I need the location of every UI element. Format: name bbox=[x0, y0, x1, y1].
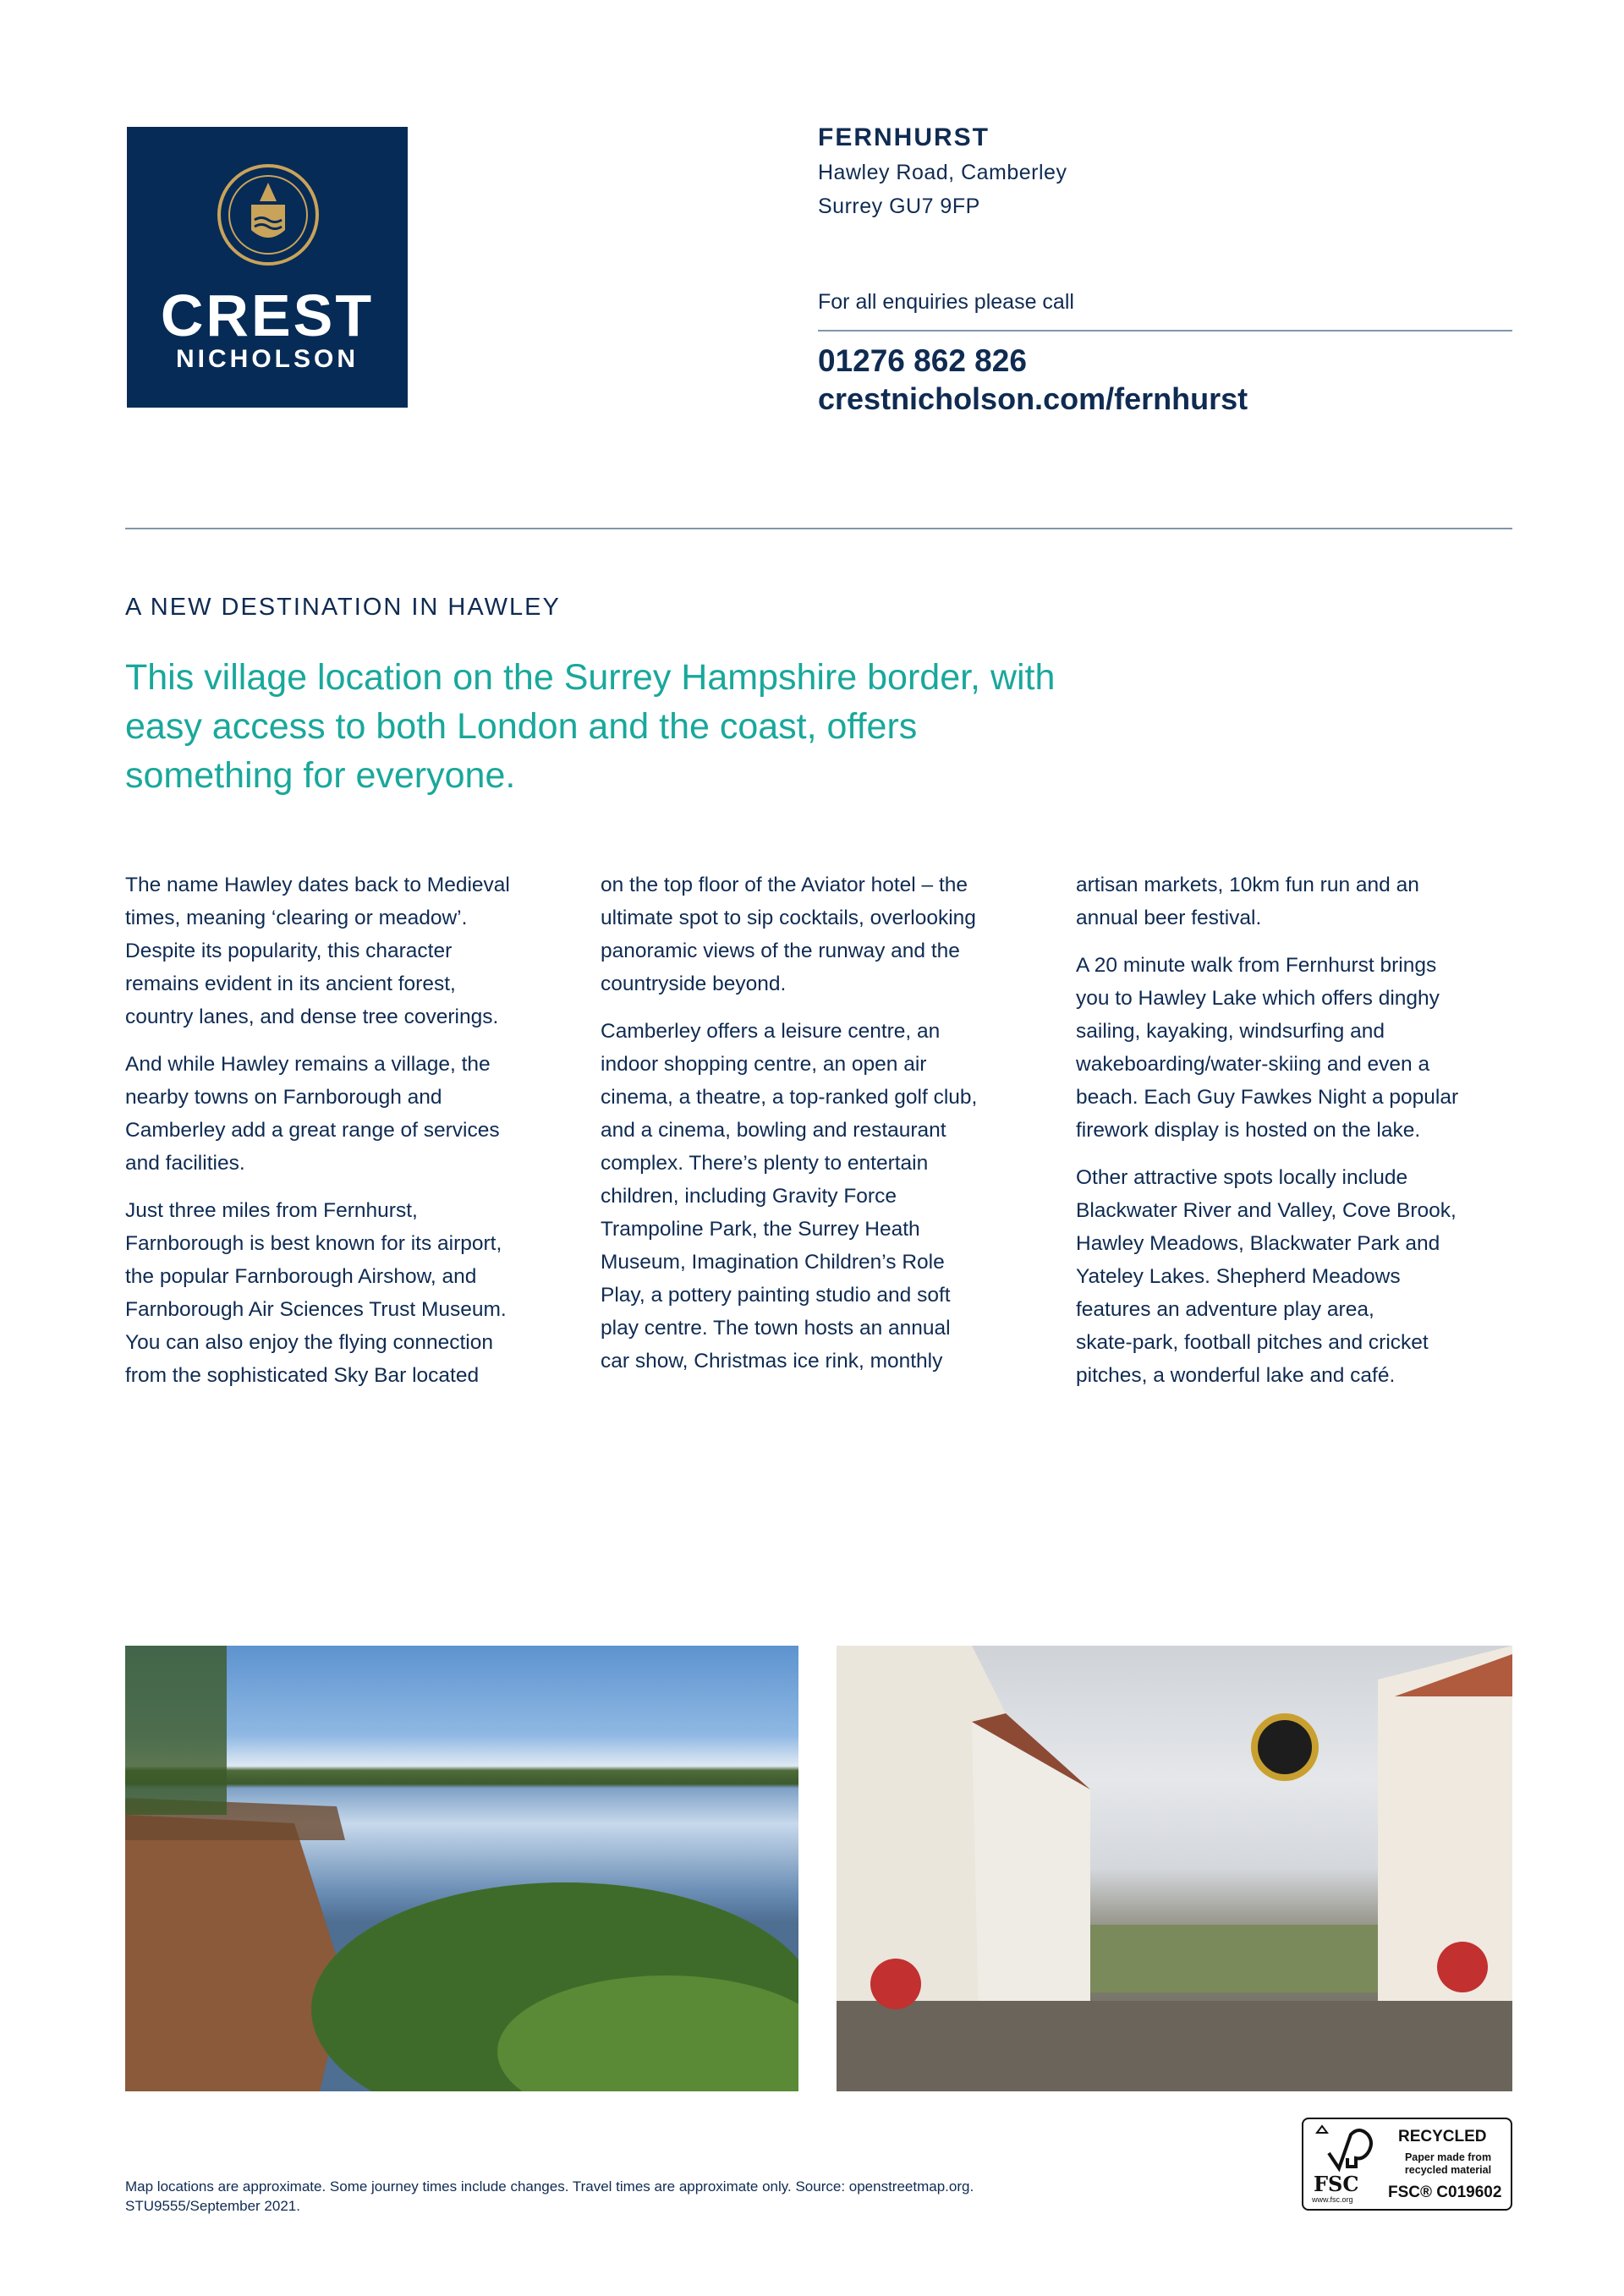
address-line-2: Surrey GU7 9FP bbox=[818, 195, 980, 218]
body-line: features an adventure play area, bbox=[1076, 1298, 1374, 1321]
body-paragraph bbox=[601, 869, 1057, 1000]
body-line: firework display is hosted on the lake. bbox=[1076, 1119, 1421, 1142]
intro-heading: This village location on the Surrey Hampshire border, with easy access to both London and the coast, offers something for everyone. bbox=[125, 657, 1056, 796]
body-line: countryside beyond. bbox=[601, 973, 787, 995]
footer-disclaimer bbox=[125, 2177, 974, 2216]
hawley-lake-photo bbox=[125, 1646, 798, 2091]
body-line: artisan markets, 10km fun run and an bbox=[1076, 874, 1419, 896]
body-column-2 bbox=[601, 869, 1057, 1392]
body-line: cinema, a theatre, a top-ranked golf club, bbox=[601, 1086, 978, 1109]
body-paragraph bbox=[125, 869, 582, 1033]
footer-note-line-2: STU9555/September 2021. bbox=[125, 2198, 300, 2214]
body-line: you to Hawley Lake which offers dinghy bbox=[1076, 987, 1440, 1010]
body-paragraph bbox=[601, 1015, 1057, 1378]
enquiries-label: For all enquiries please call bbox=[818, 290, 1074, 314]
body-line: Camberley add a great range of services bbox=[125, 1119, 500, 1142]
body-line: complex. There’s plenty to entertain bbox=[601, 1152, 929, 1175]
body-line: Farnborough Air Sciences Trust Museum. bbox=[125, 1298, 507, 1321]
footer-note-line-1: Map locations are approximate. Some journey times include changes. Travel times are approximate only. Source: openstreetmap.org. bbox=[125, 2178, 974, 2195]
logo-wordmark-crest: CREST bbox=[160, 282, 375, 348]
body-line: wakeboarding/water-skiing and even a bbox=[1076, 1053, 1430, 1076]
body-line: A 20 minute walk from Fernhurst brings bbox=[1076, 954, 1437, 977]
body-line: Farnborough is best known for its airport, bbox=[125, 1232, 502, 1255]
body-line: children, including Gravity Force bbox=[601, 1185, 897, 1208]
body-paragraph bbox=[1076, 949, 1533, 1147]
body-line: play centre. The town hosts an annual bbox=[601, 1317, 951, 1340]
logo-wordmark-nicholson: NICHOLSON bbox=[176, 345, 359, 373]
body-line: Trampoline Park, the Surrey Heath bbox=[601, 1218, 920, 1241]
body-line: Blackwater River and Valley, Cove Brook, bbox=[1076, 1199, 1457, 1222]
body-line: sailing, kayaking, windsurfing and bbox=[1076, 1020, 1385, 1043]
body-line: Other attractive spots locally include bbox=[1076, 1166, 1408, 1189]
body-line: times, meaning ‘clearing or meadow’. bbox=[125, 907, 468, 929]
body-line: country lanes, and dense tree coverings. bbox=[125, 1006, 499, 1028]
fsc-wordmark: FSC bbox=[1314, 2172, 1359, 2196]
body-line: the popular Farnborough Airshow, and bbox=[125, 1265, 477, 1288]
fsc-subtitle bbox=[1393, 2151, 1503, 2177]
body-line: Hawley Meadows, Blackwater Park and bbox=[1076, 1232, 1440, 1255]
website-link[interactable]: crestnicholson.com/fernhurst bbox=[818, 381, 1248, 416]
body-line: Camberley offers a leisure centre, an bbox=[601, 1020, 941, 1043]
fsc-subtitle-line-1: Paper made from bbox=[1404, 2151, 1492, 2163]
development-name: FERNHURST bbox=[818, 123, 990, 151]
body-paragraph bbox=[125, 1194, 582, 1392]
fsc-license-code: FSC® C019602 bbox=[1388, 2184, 1502, 2201]
fsc-subtitle-line-2: recycled material bbox=[1404, 2164, 1492, 2176]
body-line: annual beer festival. bbox=[1076, 907, 1262, 929]
body-line: from the sophisticated Sky Bar located bbox=[125, 1364, 480, 1387]
body-line: nearby towns on Farnborough and bbox=[125, 1086, 442, 1109]
body-line: The name Hawley dates back to Medieval bbox=[125, 874, 510, 896]
body-line: You can also enjoy the flying connection bbox=[125, 1331, 493, 1354]
body-line: car show, Christmas ice rink, monthly bbox=[601, 1350, 943, 1373]
body-line: skate-park, football pitches and cricket bbox=[1076, 1331, 1429, 1354]
fsc-website: www.fsc.org bbox=[1312, 2195, 1353, 2204]
fsc-tree-check-icon bbox=[1310, 2124, 1378, 2173]
fsc-recycled-badge bbox=[1302, 2118, 1512, 2211]
body-line: remains evident in its ancient forest, bbox=[125, 973, 456, 995]
body-line: Just three miles from Fernhurst, bbox=[125, 1199, 418, 1222]
address-line-1: Hawley Road, Camberley bbox=[818, 161, 1067, 184]
body-line: and facilities. bbox=[125, 1152, 245, 1175]
crest-seal-icon bbox=[216, 162, 321, 267]
contact-divider bbox=[818, 330, 1512, 332]
body-line: pitches, a wonderful lake and café. bbox=[1076, 1364, 1396, 1387]
body-line: Play, a pottery painting studio and soft bbox=[601, 1284, 951, 1307]
body-column-3 bbox=[1076, 869, 1533, 1406]
body-paragraph bbox=[125, 1048, 582, 1180]
body-line: panoramic views of the runway and the bbox=[601, 940, 960, 962]
fsc-title: RECYCLED bbox=[1398, 2128, 1487, 2145]
body-paragraph bbox=[1076, 1161, 1533, 1392]
body-line: And while Hawley remains a village, the bbox=[125, 1053, 491, 1076]
body-line: on the top floor of the Aviator hotel – the bbox=[601, 874, 968, 896]
body-line: Museum, Imagination Children’s Role bbox=[601, 1251, 945, 1274]
body-column-1 bbox=[125, 869, 582, 1406]
section-kicker: A NEW DESTINATION IN HAWLEY bbox=[125, 594, 561, 621]
body-line: Despite its popularity, this character bbox=[125, 940, 453, 962]
header-divider bbox=[125, 528, 1512, 529]
body-line: Yateley Lakes. Shepherd Meadows bbox=[1076, 1265, 1401, 1288]
body-line: beach. Each Guy Fawkes Night a popular bbox=[1076, 1086, 1459, 1109]
body-line: indoor shopping centre, an open air bbox=[601, 1053, 927, 1076]
phone-number[interactable]: 01276 862 826 bbox=[818, 343, 1027, 378]
town-high-street-photo bbox=[837, 1646, 1512, 2091]
body-paragraph bbox=[1076, 869, 1533, 934]
body-line: and a cinema, bowling and restaurant bbox=[601, 1119, 946, 1142]
body-line: ultimate spot to sip cocktails, overlooking bbox=[601, 907, 976, 929]
crest-nicholson-logo bbox=[127, 127, 408, 408]
